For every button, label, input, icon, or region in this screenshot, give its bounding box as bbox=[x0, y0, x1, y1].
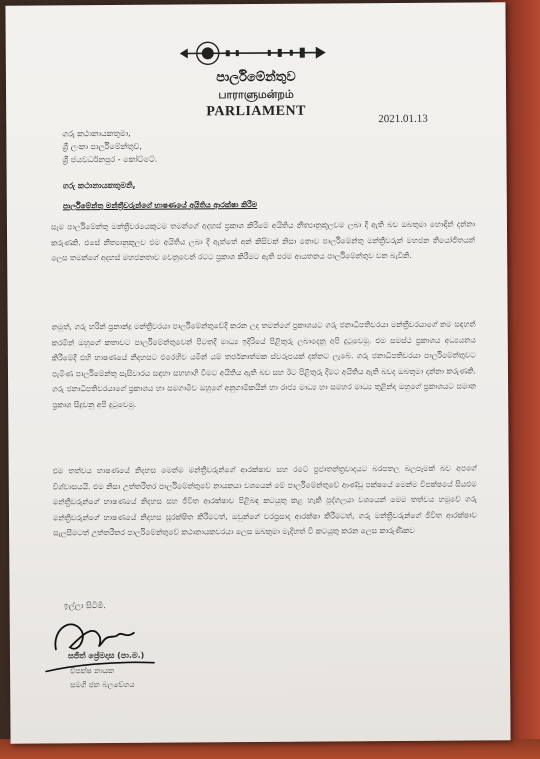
signer-name: සජිත් ප්‍රේමදාස (පා.ම.) bbox=[67, 650, 145, 661]
letterhead-tamil: பாராளுமன்றம் bbox=[218, 87, 294, 102]
recipient-address bbox=[62, 127, 157, 167]
body-paragraph: සෑම පාර්ලිමේන්තු මන්ත්‍රීවරයෙකුටම තමන්ගේ අදහස් ප්‍රකාශ කිරීමේ අයිතිය නීත්‍යානුකූලවම ලබා දී ඇති බව ඔබතුමා හොඳින් දන්නා කරුණකි. එසේ නීත්‍යානුකූලව එම අයිතිය ලබා දී ඇත්තේ අන් කිසිවක් නිසා නොව පාර්ලිමේන්තු මන්ත්‍රීවරුන් මහජන නියෝජිතයන් ලෙස තමන්ගේ අදහස් මහජනතාව වෙනුවෙන් රටට ප්‍රකාශ කිරීමට ඇති පරම ආයතනය පාර්ලිමේන්තුව වන බැවිනි. bbox=[50, 219, 476, 263]
address-line: ශ්‍රී ජයවර්ධනපුර - කෝට්ටේ. bbox=[62, 154, 158, 165]
signer-party: සමගි ජන බලවේගය bbox=[70, 679, 135, 690]
address-line: ශ්‍රී ලංකා පාර්ලිමේන්තුව, bbox=[62, 141, 142, 152]
letter-sheet bbox=[5, 2, 510, 743]
mace-emblem-icon bbox=[178, 40, 328, 67]
body-paragraph: නමුත්, ගරු හරින් ප්‍රනාන්දු මන්ත්‍රීවරයා පාර්ලිමේන්තුවේදී කරන ලද තමන්ගේ ප්‍රකාශයට ගරු ජනාධිපතිවරයා මන්ත්‍රීවරයාගේ නම සඳහන් කරමින් ඔහුගේ කතාවට පාර්ලිමේන්තුවෙන් පිටතදී මාධ්‍ය ඉදිරියේ පිළිතුරු ලබාදෙනු අපි දුටුවෙමු. එම සමස්ථ ප්‍රකාශය අධ්‍යයනය කිරීමේදී එහි භාෂණයේ නිදහසට එරෙහිව යමින් යම් තර්ජනාත්මක ස්වරූපයක් දක්නට ලැබේ. ගරු ජනාධිපතිවරයා පාර්ලිමේන්තුවට පැමිණ පාර්ලිමේන්තු සැසිවාරය සඳහා සහභාගි වීමට අයිතිය ඇති බව සහ ඊට පිළිතුරු දීමට අයිතිය ඇති බවද ඔබතුමා දන්නා කරුණකි. ගරු ජනාධිපතිවරයාගේ ප්‍රකාශය හා සමගාමීව ඔහුගේ අනුගාමිකයින් හා රාජ්‍ය මාධ්‍ය හා සමහර මාධ්‍ය තුළින්ද ඔහුගේ ප්‍රකාශයට සමාන ප්‍රකාශ සිදුවනු අපි දුටුවෙමු. bbox=[51, 319, 477, 409]
letter-date: 2021.01.13 bbox=[378, 112, 428, 126]
salutation: ගරු කථානායකතුමනි, bbox=[62, 180, 136, 191]
signer-role: විපක්ෂ නායක bbox=[70, 666, 115, 676]
body-paragraph: එම තත්වය භාෂණයේ නිදහස මෙන්ම මන්ත්‍රීවරුන්ගේ ආරක්ෂාව සහ රටේ ප්‍රජාතන්ත්‍රවාදයට බරපතල බලපෑමක් බව අපගේ විශ්වාසයයි. එම නිසා උත්තරීතර පාර්ලිමේන්තුවේ නායකයා වශයෙන් මේ පාර්ලිමේන්තුවේ ආණ්ඩු පක්ෂයේ මෙන්ම විපක්ෂයේ සියළුම මන්ත්‍රීවරුන්ගේ භාෂණයේ නිදහස සහ ජීවිත ආරක්ෂාව පිළිබඳ කටයුතු කළ හැකි පුද්ගලයා වශයෙන් මෙම තත්වය හමුවේ ගරු මන්ත්‍රීවරුන්ගේ භාෂණයේ නිදහස සුරක්ෂිත කිරීමටත්, ඔවුන්ගේ වරප්‍රසාද ආරක්ෂා කිරීමටත්, ගරු මන්ත්‍රීවරුන්ගේ ජීවිත ආරක්ෂාව සැලසීමටත් උත්තරීතර පාර්ලිමේන්තුවේ කථානායකවරයා ලෙස ඔබතුමා මැදිහත් වී කටයුතු කරන ලෙස කාරුණිකව bbox=[52, 463, 478, 538]
address-line: ගරු කථානායකතුමා, bbox=[62, 128, 131, 139]
letterhead-english: PARLIAMENT bbox=[206, 103, 307, 120]
closing-line: ඉල්ලා සිටිමි. bbox=[63, 601, 106, 611]
subject-line: පාර්ලිමේන්තු මන්ත්‍රීවරුන්ගේ භාෂණයේ අයිතිය ආරක්ෂා කිරීම bbox=[62, 200, 258, 211]
letterhead-sinhala: පාර්ලිමේන්තුව bbox=[216, 69, 296, 86]
